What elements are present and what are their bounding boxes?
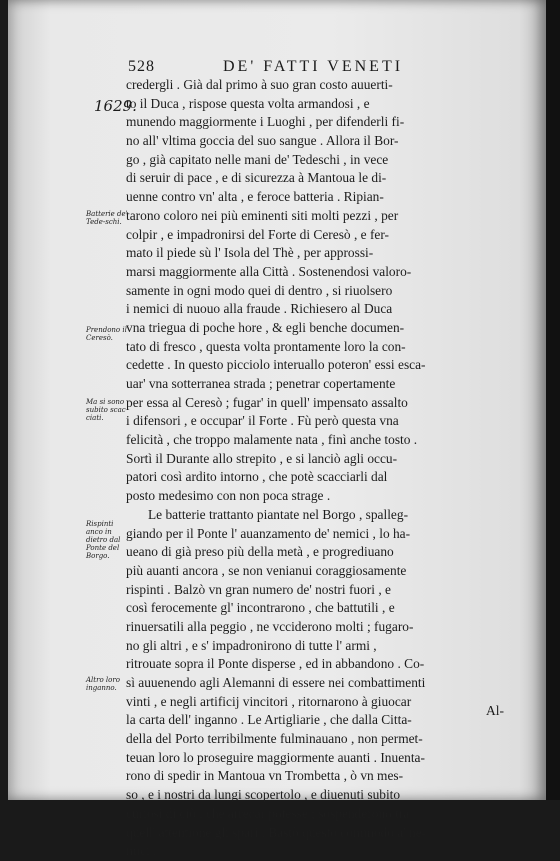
text-line: mici .	[126, 843, 157, 859]
text-line: vinti , e negli artificij vincitori , ritornarono à giuocar	[126, 693, 412, 709]
text-line: colpir , e impadronirsi del Forte di Ceresò , e fer-	[126, 226, 390, 242]
text-line: di seruir di pace , e di sicurezza à Mantoua le di-	[126, 170, 387, 186]
text-line: no all' vltima goccia del suo sangue . Allora il Bor-	[126, 133, 399, 149]
text-line: i difensori , e occupar' il Forte . Fù però questa vna	[126, 413, 399, 429]
text-line: so , e i nostri da lungi scopertolo , e diuenuti subito	[126, 787, 401, 803]
margin-note: Altro loro inganno.	[86, 676, 120, 692]
text-line: no gli altri , e s' impadronirono di tutte l' armi ,	[126, 637, 377, 653]
text-line: i nemici di nuouo alla fraude . Richiesero al Duca	[126, 301, 393, 317]
text-line: rono di spedir in Mantoua vn Trombetta , ò vn mes-	[126, 768, 404, 784]
text-line: go , già capitato nelle mani de' Tedeschi , in vece	[126, 151, 389, 167]
margin-note: Batterie de' Tede-schi.	[86, 210, 128, 226]
text-line: ueano di già preso più della metà , e progrediuano	[126, 544, 394, 560]
text-line: tarono coloro nei più eminenti siti molti pezzi , per	[126, 207, 399, 223]
text-line: uar' vna sotterranea strada ; penetrar copertamente	[126, 376, 396, 391]
page-number: 528	[128, 58, 155, 75]
book-page	[8, 0, 546, 859]
text-line: rispinti . Balzò vn gran numero de' nostri fuori , e	[126, 581, 391, 597]
text-line: cedette . In questo picciolo interuallo poteron' essi esca-	[126, 357, 426, 373]
text-line: la carta dell' inganno . Le Artigliarie , che dalla Citta-	[126, 712, 412, 728]
text-line: tato di fresco , questa volta prontamente loro la con-	[126, 338, 406, 354]
text-line: sì auuenendo agli Alemanni di essere nei combattimenti	[126, 675, 426, 690]
text-line: ritrouate sopra il Ponte disperse , ed in abbandono . Co-	[126, 656, 425, 672]
text-line: Le batterie trattanto piantate nel Borgo , spalleg-	[148, 506, 409, 522]
text-line: curiosi di ciò , che arrecar potesse ; sospenderono tra	[126, 805, 410, 821]
margin-note: Rispinti anco in dietro dal Ponte del Borgo.	[86, 520, 121, 560]
text-line: samente in ogni modo quei di dentro , si riuolsero	[126, 282, 393, 298]
margin-note: Prendono il Ceresò.	[86, 326, 127, 342]
text-line: giando per il Ponte l' auanzamento de' nemici , lo ha-	[126, 525, 411, 541]
text-line: marsi maggiormente alla Città . Sostenendosi valoro-	[126, 263, 412, 279]
margin-year: 1629.	[94, 97, 137, 115]
text-line: vna triegua di poche hore , & egli benche documen-	[126, 319, 405, 335]
text-line: uenne contro vn' alta , e feroce batteria . Ripian-	[126, 189, 384, 205]
page-edge-shadow	[546, 0, 560, 800]
text-line: quell' attentione gli spari . Bastò questo commodo a' ne-	[126, 824, 427, 840]
text-line: patori così ardito intorno , che potè scacciarli dal	[126, 469, 388, 485]
text-line: per essa al Ceresò ; fugar' in quell' impensato assalto	[126, 394, 408, 410]
text-line: teuan loro lo proseguire maggiormente auanti . Inuenta-	[126, 749, 425, 765]
text-line: della del Porto terribilmente fulminauano , non permet-	[126, 731, 423, 747]
text-line: più auanti ancora , se non venianui coraggiosamente	[126, 562, 407, 578]
text-line: felicità , che troppo malamente nata , finì anche tosto .	[126, 432, 418, 448]
text-line: mato il piede sù l' Isola del Thè , per approssi-	[126, 245, 374, 261]
body-text	[126, 76, 504, 861]
text-line: così ferocemente gl' incontrarono , che battutili , e	[126, 600, 395, 616]
text-line: munendo maggiormente i Luoghi , per difenderli fi-	[126, 114, 405, 130]
margin-note: Ma si sono subito scac ciati.	[86, 398, 126, 422]
text-line: credergli . Già dal primo à suo gran costo auuerti-	[126, 77, 393, 92]
catchword: Al-	[486, 703, 504, 718]
text-line: rinuersatili alla peggio , ne vcciderono molti ; fugaro-	[126, 618, 414, 634]
text-line: Sortì il Durante allo strepito , e si lanciò agli occu-	[126, 450, 398, 466]
text-line: to il Duca , rispose questa volta armandosi , e	[126, 95, 370, 111]
running-title: DE' FATTI VENETI	[223, 58, 404, 75]
text-line: posto medesimo con non poca strage .	[126, 488, 331, 504]
